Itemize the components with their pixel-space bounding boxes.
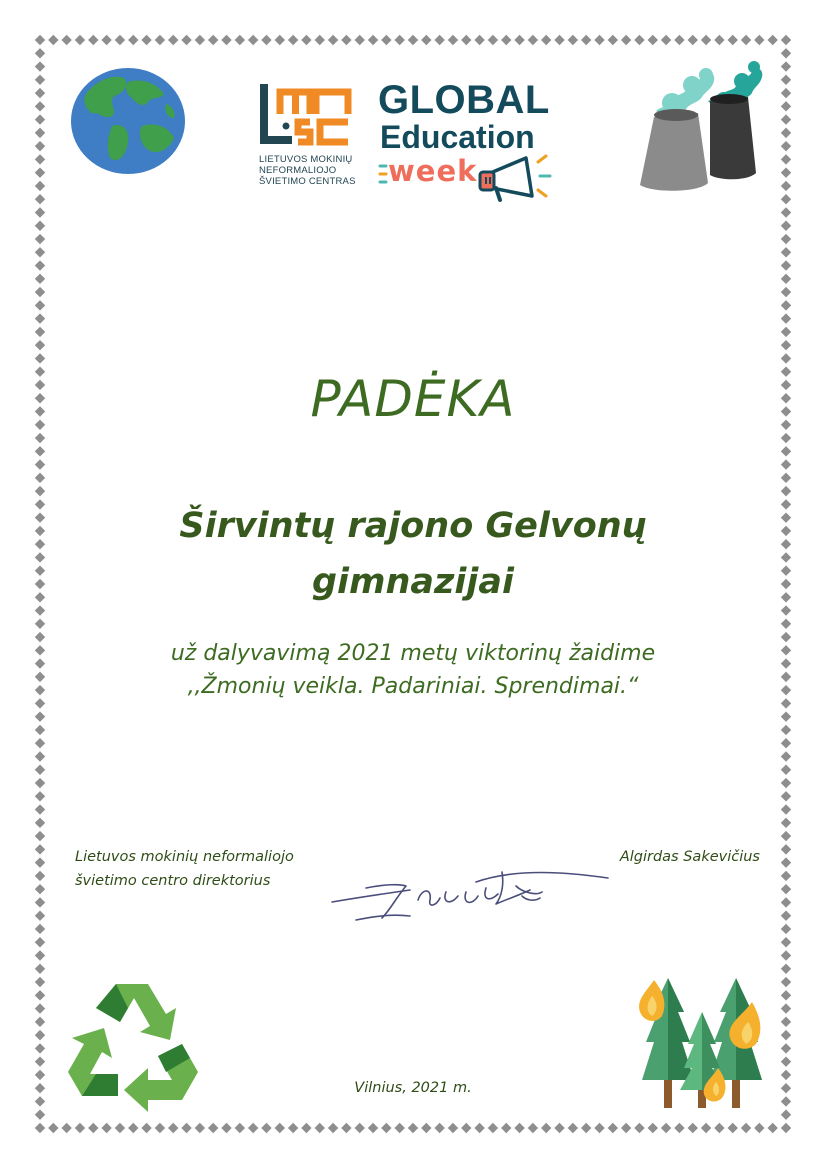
border-diamond [35, 1123, 45, 1133]
border-diamond [35, 88, 45, 98]
border-diamond [781, 579, 791, 589]
border-diamond [781, 990, 791, 1000]
border-diamond [35, 154, 45, 164]
recipient-name [60, 498, 766, 610]
border-diamond [781, 632, 791, 642]
border-diamond [35, 844, 45, 854]
border-diamond [781, 857, 791, 867]
border-diamond [781, 645, 791, 655]
border-diamond [35, 725, 45, 735]
border-diamond [434, 35, 444, 45]
border-diamond [301, 35, 311, 45]
border-diamond [648, 1123, 658, 1133]
border-diamond [781, 1030, 791, 1040]
border-diamond [35, 234, 45, 244]
border-diamond [35, 645, 45, 655]
border-diamond [781, 884, 791, 894]
border-diamond [781, 167, 791, 177]
border-diamond [35, 313, 45, 323]
lmnsc-logo [258, 80, 358, 154]
border-diamond [781, 486, 791, 496]
border-diamond [781, 765, 791, 775]
border-diamond [101, 35, 111, 45]
award-reason [60, 637, 766, 703]
border-diamond [781, 539, 791, 549]
border-diamond [35, 871, 45, 881]
border-diamond [35, 924, 45, 934]
place-date: Vilnius, 2021 m. [354, 1080, 472, 1096]
border-diamond [541, 35, 551, 45]
border-diamond [781, 313, 791, 323]
border-diamond [35, 1030, 45, 1040]
border-diamond [248, 35, 258, 45]
border-diamond [781, 327, 791, 337]
border-diamond [541, 1123, 551, 1133]
border-diamond [701, 35, 711, 45]
border-diamond [781, 592, 791, 602]
border-diamond [781, 791, 791, 801]
border-diamond [781, 950, 791, 960]
border-diamond [754, 35, 764, 45]
border-diamond [35, 75, 45, 85]
border-diamond [35, 897, 45, 907]
border-diamond [261, 1123, 271, 1133]
border-diamond [781, 526, 791, 536]
border-diamond [781, 128, 791, 138]
border-diamond [394, 35, 404, 45]
border-diamond [621, 1123, 631, 1133]
border-diamond [781, 287, 791, 297]
border-diamond [781, 566, 791, 576]
border-diamond [781, 911, 791, 921]
border-diamond [35, 831, 45, 841]
border-diamond [728, 1123, 738, 1133]
border-diamond [101, 1123, 111, 1133]
border-diamond [781, 1043, 791, 1053]
border-diamond [581, 1123, 591, 1133]
border-diamond [221, 35, 231, 45]
border-diamond [128, 1123, 138, 1133]
border-diamond [35, 101, 45, 111]
logo-global: GLOBAL [378, 78, 550, 122]
border-diamond [35, 353, 45, 363]
border-diamond [501, 35, 511, 45]
border-diamond [754, 1123, 764, 1133]
border-diamond [781, 672, 791, 682]
border-diamond [341, 1123, 351, 1133]
border-diamond [688, 1123, 698, 1133]
border-diamond [634, 1123, 644, 1133]
border-diamond [554, 35, 564, 45]
border-diamond [767, 1123, 777, 1133]
border-diamond [35, 977, 45, 987]
border-diamond [35, 619, 45, 629]
border-diamond [35, 964, 45, 974]
border-diamond [61, 1123, 71, 1133]
border-diamond [75, 35, 85, 45]
border-diamond [594, 1123, 604, 1133]
border-diamond [781, 446, 791, 456]
border-diamond [35, 473, 45, 483]
border-diamond [35, 990, 45, 1000]
border-diamond [35, 698, 45, 708]
border-diamond [781, 778, 791, 788]
border-diamond [434, 1123, 444, 1133]
border-diamond [128, 35, 138, 45]
border-diamond [288, 35, 298, 45]
recipient-line: Širvintų rajono Gelvonų [179, 506, 647, 546]
border-diamond [781, 1096, 791, 1106]
border-diamond [781, 512, 791, 522]
border-diamond [781, 221, 791, 231]
border-diamond [781, 897, 791, 907]
border-diamond [394, 1123, 404, 1133]
border-diamond [35, 48, 45, 58]
border-diamond [208, 35, 218, 45]
border-diamond [35, 566, 45, 576]
border-diamond [781, 1017, 791, 1027]
border-diamond [328, 1123, 338, 1133]
border-diamond [35, 194, 45, 204]
border-diamond [261, 35, 271, 45]
reason-line: už dalyvavimą 2021 metų viktorinų žaidime [170, 641, 656, 666]
border-diamond [315, 1123, 325, 1133]
border-diamond [168, 1123, 178, 1133]
border-diamond [781, 605, 791, 615]
border-diamond [488, 1123, 498, 1133]
border-diamond [461, 1123, 471, 1133]
border-diamond [781, 658, 791, 668]
signer-position-line: Lietuvos mokinių neformaliojo [75, 849, 294, 865]
border-diamond [35, 327, 45, 337]
border-diamond [514, 1123, 524, 1133]
border-diamond [781, 1003, 791, 1013]
signer-position-line: švietimo centro direktorius [75, 873, 271, 889]
border-diamond [781, 831, 791, 841]
border-diamond [381, 1123, 391, 1133]
border-diamond [235, 1123, 245, 1133]
lmnsc-caption-line: NEFORMALIOJO [259, 165, 337, 176]
border-diamond [781, 61, 791, 71]
border-diamond [781, 725, 791, 735]
border-diamond [35, 1096, 45, 1106]
border-diamond [781, 924, 791, 934]
border-diamond [408, 1123, 418, 1133]
border-diamond [408, 35, 418, 45]
border-diamond [781, 75, 791, 85]
lmnsc-caption-line: ŠVIETIMO CENTRAS [259, 176, 356, 187]
border-diamond [714, 35, 724, 45]
signer-name: Algirdas Sakevičius [619, 849, 760, 865]
border-diamond [781, 433, 791, 443]
border-diamond [288, 1123, 298, 1133]
border-diamond [35, 672, 45, 682]
border-diamond [781, 619, 791, 629]
border-diamond [514, 35, 524, 45]
recipient-line: gimnazijai [311, 562, 515, 602]
border-diamond [35, 579, 45, 589]
border-diamond [35, 711, 45, 721]
border-diamond [781, 977, 791, 987]
certificate-title: PADĖKA [310, 370, 516, 428]
border-diamond [35, 937, 45, 947]
border-diamond [35, 539, 45, 549]
border-diamond [621, 35, 631, 45]
border-diamond [35, 857, 45, 867]
border-diamond [208, 1123, 218, 1133]
border-diamond [701, 1123, 711, 1133]
border-diamond [35, 433, 45, 443]
border-diamond [35, 512, 45, 522]
border-diamond [767, 35, 777, 45]
border-diamond [35, 751, 45, 761]
border-diamond [781, 207, 791, 217]
border-diamond [35, 1056, 45, 1066]
border-diamond [248, 1123, 258, 1133]
border-diamond [688, 35, 698, 45]
lmnsc-logo-caption [259, 154, 356, 187]
border-diamond [381, 35, 391, 45]
border-diamond [781, 88, 791, 98]
border-diamond [781, 274, 791, 284]
border-diamond [35, 911, 45, 921]
border-diamond [421, 1123, 431, 1133]
border-diamond [594, 35, 604, 45]
border-diamond [328, 35, 338, 45]
megaphone-icon [376, 146, 556, 206]
border-diamond [35, 247, 45, 257]
border-diamond [781, 48, 791, 58]
border-diamond [35, 300, 45, 310]
border-diamond [728, 35, 738, 45]
logo-week: week [388, 154, 478, 188]
border-diamond [155, 35, 165, 45]
border-diamond [341, 35, 351, 45]
border-diamond [88, 35, 98, 45]
border-diamond [48, 1123, 58, 1133]
border-diamond [35, 685, 45, 695]
border-diamond [368, 1123, 378, 1133]
border-diamond [181, 1123, 191, 1133]
border-diamond [35, 1110, 45, 1120]
border-diamond [674, 1123, 684, 1133]
border-diamond [35, 486, 45, 496]
border-diamond [528, 1123, 538, 1133]
border-diamond [315, 35, 325, 45]
border-diamond [781, 340, 791, 350]
handwritten-signature [326, 858, 616, 928]
border-diamond [35, 274, 45, 284]
border-diamond [35, 207, 45, 217]
border-diamond [634, 35, 644, 45]
border-diamond [35, 804, 45, 814]
border-diamond [35, 260, 45, 270]
border-diamond [35, 552, 45, 562]
signer-position [75, 845, 294, 893]
border-diamond [35, 765, 45, 775]
border-diamond [35, 35, 45, 45]
border-diamond [781, 473, 791, 483]
border-diamond [221, 1123, 231, 1133]
border-diamond [35, 459, 45, 469]
border-diamond [35, 141, 45, 151]
border-diamond [35, 778, 45, 788]
border-diamond [781, 194, 791, 204]
border-diamond [581, 35, 591, 45]
border-diamond [461, 35, 471, 45]
border-diamond [368, 35, 378, 45]
border-diamond [608, 35, 618, 45]
border-diamond [35, 499, 45, 509]
border-diamond [448, 35, 458, 45]
border-diamond [35, 221, 45, 231]
border-diamond [474, 35, 484, 45]
border-diamond [781, 818, 791, 828]
border-diamond [781, 804, 791, 814]
border-diamond [61, 35, 71, 45]
border-diamond [661, 35, 671, 45]
border-diamond [155, 1123, 165, 1133]
border-diamond [781, 101, 791, 111]
border-diamond [35, 592, 45, 602]
border-diamond [141, 35, 151, 45]
border-diamond [48, 35, 58, 45]
border-diamond [781, 141, 791, 151]
border-diamond [674, 35, 684, 45]
border-diamond [781, 1070, 791, 1080]
border-diamond [781, 698, 791, 708]
border-diamond [661, 1123, 671, 1133]
border-diamond [781, 1123, 791, 1133]
border-diamond [35, 605, 45, 615]
border-diamond [781, 1056, 791, 1066]
border-diamond [781, 114, 791, 124]
border-diamond [608, 1123, 618, 1133]
border-diamond [741, 35, 751, 45]
border-diamond [781, 154, 791, 164]
border-diamond [781, 964, 791, 974]
border-diamond [35, 526, 45, 536]
border-diamond [741, 1123, 751, 1133]
reason-line: ,,Žmonių veikla. Padariniai. Sprendimai.“ [187, 674, 639, 699]
border-diamond [35, 1003, 45, 1013]
border-diamond [35, 950, 45, 960]
border-diamond [474, 1123, 484, 1133]
border-diamond [781, 300, 791, 310]
border-diamond [781, 234, 791, 244]
border-diamond [115, 35, 125, 45]
border-diamond [781, 353, 791, 363]
border-diamond [35, 791, 45, 801]
border-diamond [781, 685, 791, 695]
border-diamond [35, 1043, 45, 1053]
border-diamond [181, 35, 191, 45]
border-diamond [781, 738, 791, 748]
border-diamond [88, 1123, 98, 1133]
border-diamond [781, 247, 791, 257]
lmnsc-caption-line: LIETUVOS MOKINIŲ [259, 154, 353, 165]
border-diamond [35, 181, 45, 191]
border-diamond [275, 35, 285, 45]
border-diamond [781, 937, 791, 947]
border-diamond [35, 114, 45, 124]
border-diamond [35, 340, 45, 350]
border-diamond [35, 632, 45, 642]
border-diamond [781, 35, 791, 45]
border-diamond [568, 1123, 578, 1133]
border-diamond [781, 260, 791, 270]
border-diamond [115, 1123, 125, 1133]
border-diamond [781, 552, 791, 562]
border-diamond [355, 1123, 365, 1133]
border-diamond [781, 711, 791, 721]
border-diamond [554, 1123, 564, 1133]
border-diamond [501, 1123, 511, 1133]
border-diamond [781, 1110, 791, 1120]
border-diamond [35, 128, 45, 138]
border-diamond [35, 818, 45, 828]
border-diamond [448, 1123, 458, 1133]
border-diamond [648, 35, 658, 45]
border-diamond [488, 35, 498, 45]
border-diamond [781, 499, 791, 509]
border-diamond [781, 844, 791, 854]
border-diamond [421, 35, 431, 45]
border-diamond [35, 658, 45, 668]
border-diamond [195, 35, 205, 45]
border-diamond [168, 35, 178, 45]
border-diamond [355, 35, 365, 45]
border-diamond [35, 1070, 45, 1080]
border-diamond [35, 446, 45, 456]
logo-education: Education [380, 119, 535, 155]
factory-chimneys-icon [636, 55, 766, 195]
border-diamond [781, 871, 791, 881]
border-diamond [35, 884, 45, 894]
border-diamond [35, 1017, 45, 1027]
border-diamond [141, 1123, 151, 1133]
border-diamond [781, 459, 791, 469]
border-diamond [35, 167, 45, 177]
border-diamond [195, 1123, 205, 1133]
border-diamond [781, 181, 791, 191]
border-diamond [35, 738, 45, 748]
border-diamond [528, 35, 538, 45]
border-diamond [714, 1123, 724, 1133]
border-diamond [235, 35, 245, 45]
border-diamond [35, 287, 45, 297]
border-diamond [781, 751, 791, 761]
border-diamond [301, 1123, 311, 1133]
border-diamond [35, 61, 45, 71]
border-diamond [275, 1123, 285, 1133]
border-diamond [75, 1123, 85, 1133]
border-diamond [568, 35, 578, 45]
globe-icon [68, 64, 190, 178]
